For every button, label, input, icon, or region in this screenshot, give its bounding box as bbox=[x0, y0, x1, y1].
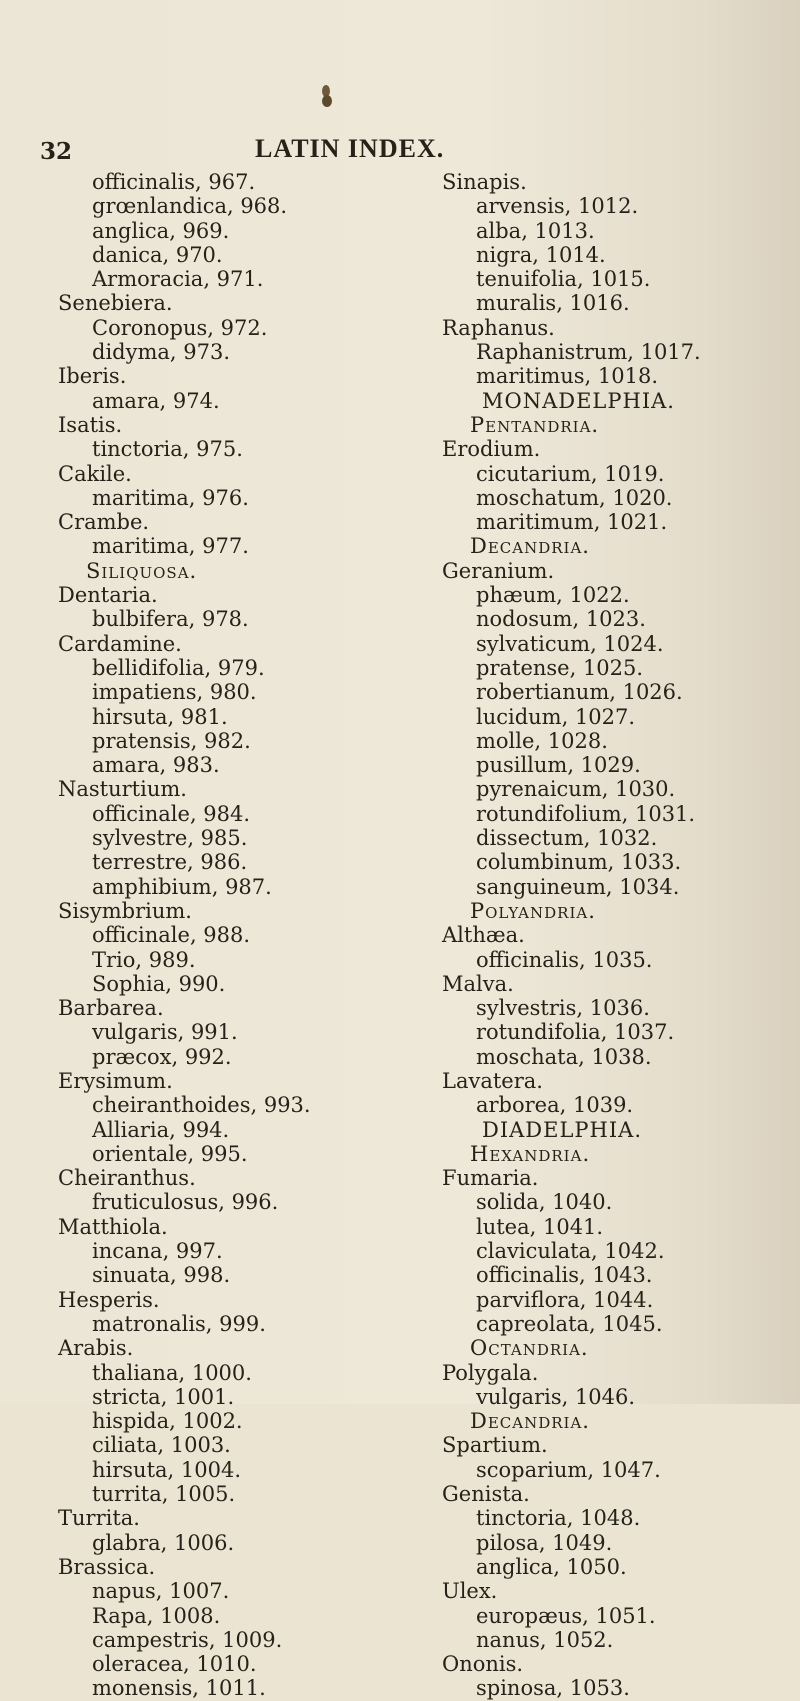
species-entry: pratense, 1025. bbox=[476, 655, 644, 680]
species-entry: sylvestre, 985. bbox=[92, 826, 248, 851]
species-entry: thaliana, 1000. bbox=[92, 1360, 252, 1385]
species-entry: officinalis, 1043. bbox=[476, 1263, 653, 1288]
genus-entry: Arabis. bbox=[58, 1336, 134, 1361]
species-entry: præcox, 992. bbox=[92, 1044, 232, 1069]
species-entry: parviflora, 1044. bbox=[476, 1287, 654, 1312]
species-entry: tenuifolia, 1015. bbox=[476, 267, 651, 292]
species-entry: glabra, 1006. bbox=[92, 1530, 235, 1555]
species-entry: campestris, 1009. bbox=[92, 1627, 283, 1652]
species-entry: oleracea, 1010. bbox=[92, 1652, 257, 1677]
species-entry: moschata, 1038. bbox=[476, 1044, 652, 1069]
genus-entry: Senebiera. bbox=[58, 291, 173, 316]
species-entry: officinalis, 967. bbox=[92, 170, 256, 194]
left-column bbox=[58, 170, 398, 1701]
order-heading: Pentandria. bbox=[470, 412, 600, 437]
species-entry: cicutarium, 1019. bbox=[476, 461, 665, 486]
species-entry: amara, 983. bbox=[92, 753, 220, 778]
species-entry: pusillum, 1029. bbox=[476, 753, 641, 778]
genus-entry: Cheiranthus. bbox=[58, 1166, 196, 1191]
species-entry: orientale, 995. bbox=[92, 1141, 248, 1166]
species-entry: maritima, 977. bbox=[92, 534, 249, 559]
species-entry: tinctoria, 975. bbox=[92, 437, 243, 462]
species-entry: arborea, 1039. bbox=[476, 1093, 634, 1118]
species-entry: robertianum, 1026. bbox=[476, 680, 683, 705]
genus-entry: Lavatera. bbox=[442, 1068, 543, 1093]
species-entry: grœnlandica, 968. bbox=[92, 194, 288, 219]
species-entry: Coronopus, 972. bbox=[92, 315, 268, 340]
species-entry: pilosa, 1049. bbox=[476, 1530, 613, 1555]
species-entry: muralis, 1016. bbox=[476, 291, 630, 316]
genus-entry: Erodium. bbox=[442, 437, 541, 462]
species-entry: pyrenaicum, 1030. bbox=[476, 777, 676, 802]
genus-entry: Geranium. bbox=[442, 558, 555, 583]
genus-entry: Fumaria. bbox=[442, 1166, 539, 1191]
species-entry: bellidifolia, 979. bbox=[92, 655, 265, 680]
genus-entry: Nasturtium. bbox=[58, 777, 187, 802]
species-entry: sinuata, 998. bbox=[92, 1263, 231, 1288]
species-entry: nodosum, 1023. bbox=[476, 607, 646, 632]
species-entry: cheiranthoides, 993. bbox=[92, 1093, 311, 1118]
species-entry: incana, 997. bbox=[92, 1239, 223, 1264]
species-entry: lucidum, 1027. bbox=[476, 704, 636, 729]
genus-entry: Iberis. bbox=[58, 364, 127, 389]
species-entry: rotundifolium, 1031. bbox=[476, 801, 696, 826]
species-entry: Sophia, 990. bbox=[92, 971, 226, 996]
genus-entry: Crambe. bbox=[58, 510, 150, 535]
genus-entry: Brassica. bbox=[58, 1554, 156, 1579]
species-entry: tinctoria, 1048. bbox=[476, 1506, 641, 1531]
species-entry: officinale, 984. bbox=[92, 801, 251, 826]
species-entry: Rapa, 1008. bbox=[92, 1603, 221, 1628]
species-entry: amara, 974. bbox=[92, 388, 220, 413]
genus-entry: Sisymbrium. bbox=[58, 898, 192, 923]
genus-entry: Ulex. bbox=[442, 1579, 498, 1604]
species-entry: nanus, 1052. bbox=[476, 1627, 614, 1652]
genus-entry: Hesperis. bbox=[58, 1287, 160, 1312]
genus-entry: Raphanus. bbox=[442, 315, 555, 340]
species-entry: molle, 1028. bbox=[476, 728, 608, 753]
genus-entry: Genista. bbox=[442, 1482, 530, 1507]
order-heading: Octandria. bbox=[470, 1336, 589, 1361]
species-entry: Armoracia, 971. bbox=[92, 267, 264, 292]
species-entry: stricta, 1001. bbox=[92, 1384, 235, 1409]
species-entry: pratensis, 982. bbox=[92, 728, 251, 753]
species-entry: turrita, 1005. bbox=[92, 1482, 236, 1507]
genus-entry: Althæa. bbox=[442, 923, 525, 948]
species-entry: bulbifera, 978. bbox=[92, 607, 249, 632]
page-title: LATIN INDEX. bbox=[255, 134, 445, 163]
species-entry: phæum, 1022. bbox=[476, 583, 630, 608]
genus-entry: Matthiola. bbox=[58, 1214, 168, 1239]
genus-entry: Malva. bbox=[442, 971, 514, 996]
species-entry: hirsuta, 1004. bbox=[92, 1457, 242, 1482]
order-heading: Polyandria. bbox=[470, 898, 596, 923]
species-entry: didyma, 973. bbox=[92, 340, 231, 365]
order-heading: Siliquosa. bbox=[86, 558, 198, 583]
species-entry: ciliata, 1003. bbox=[92, 1433, 231, 1458]
order-heading: Hexandria. bbox=[470, 1141, 591, 1166]
order-heading: Decandria. bbox=[470, 534, 590, 559]
genus-entry: Turrita. bbox=[58, 1506, 140, 1531]
genus-entry: Barbarea. bbox=[58, 996, 164, 1021]
species-entry: Trio, 989. bbox=[92, 947, 196, 972]
species-entry: sanguineum, 1034. bbox=[476, 874, 680, 899]
genus-entry: Dentaria. bbox=[58, 583, 158, 608]
species-entry: terrestre, 986. bbox=[92, 850, 248, 875]
class-heading: DIADELPHIA. bbox=[482, 1117, 642, 1142]
species-entry: hispida, 1002. bbox=[92, 1409, 243, 1434]
species-entry: amphibium, 987. bbox=[92, 874, 272, 899]
species-entry: vulgaris, 991. bbox=[92, 1020, 238, 1045]
page-number: 32 bbox=[40, 138, 73, 165]
species-entry: claviculata, 1042. bbox=[476, 1239, 665, 1264]
species-entry: matronalis, 999. bbox=[92, 1311, 266, 1336]
genus-entry: Polygala. bbox=[442, 1360, 539, 1385]
species-entry: lutea, 1041. bbox=[476, 1214, 604, 1239]
species-entry: maritima, 976. bbox=[92, 485, 249, 510]
genus-entry: Isatis. bbox=[58, 412, 123, 437]
species-entry: maritimum, 1021. bbox=[476, 510, 668, 535]
species-entry: dissectum, 1032. bbox=[476, 826, 658, 851]
species-entry: vulgaris, 1046. bbox=[476, 1384, 636, 1409]
ornament-icon bbox=[318, 82, 334, 110]
species-entry: solida, 1040. bbox=[476, 1190, 613, 1215]
species-entry: impatiens, 980. bbox=[92, 680, 257, 705]
species-entry: monensis, 1011. bbox=[92, 1676, 266, 1701]
species-entry: hirsuta, 981. bbox=[92, 704, 228, 729]
class-heading: MONADELPHIA. bbox=[482, 388, 675, 413]
species-entry: officinalis, 1035. bbox=[476, 947, 653, 972]
species-entry: scoparium, 1047. bbox=[476, 1457, 661, 1482]
genus-entry: Cakile. bbox=[58, 461, 132, 486]
species-entry: anglica, 969. bbox=[92, 218, 230, 243]
species-entry: sylvestris, 1036. bbox=[476, 996, 650, 1021]
species-entry: arvensis, 1012. bbox=[476, 194, 639, 219]
species-entry: napus, 1007. bbox=[92, 1579, 230, 1604]
genus-entry: Ononis. bbox=[442, 1652, 524, 1677]
species-entry: sylvaticum, 1024. bbox=[476, 631, 664, 656]
species-entry: fruticulosus, 996. bbox=[92, 1190, 279, 1215]
species-entry: alba, 1013. bbox=[476, 218, 595, 243]
species-entry: danica, 970. bbox=[92, 242, 223, 267]
species-entry: Alliaria, 994. bbox=[92, 1117, 230, 1142]
species-entry: europæus, 1051. bbox=[476, 1603, 656, 1628]
species-entry: officinale, 988. bbox=[92, 923, 251, 948]
genus-entry: Spartium. bbox=[442, 1433, 548, 1458]
species-entry: Raphanistrum, 1017. bbox=[476, 340, 701, 365]
species-entry: capreolata, 1045. bbox=[476, 1311, 663, 1336]
species-entry: maritimus, 1018. bbox=[476, 364, 659, 389]
species-entry: nigra, 1014. bbox=[476, 242, 606, 267]
genus-entry: Cardamine. bbox=[58, 631, 182, 656]
genus-entry: Sinapis. bbox=[442, 170, 527, 194]
species-entry: anglica, 1050. bbox=[476, 1554, 627, 1579]
species-entry: moschatum, 1020. bbox=[476, 485, 673, 510]
right-column bbox=[442, 170, 782, 1701]
order-heading: Decandria. bbox=[470, 1409, 590, 1434]
species-entry: columbinum, 1033. bbox=[476, 850, 682, 875]
species-entry: rotundifolia, 1037. bbox=[476, 1020, 675, 1045]
genus-entry: Erysimum. bbox=[58, 1068, 173, 1093]
species-entry: spinosa, 1053. bbox=[476, 1676, 630, 1701]
